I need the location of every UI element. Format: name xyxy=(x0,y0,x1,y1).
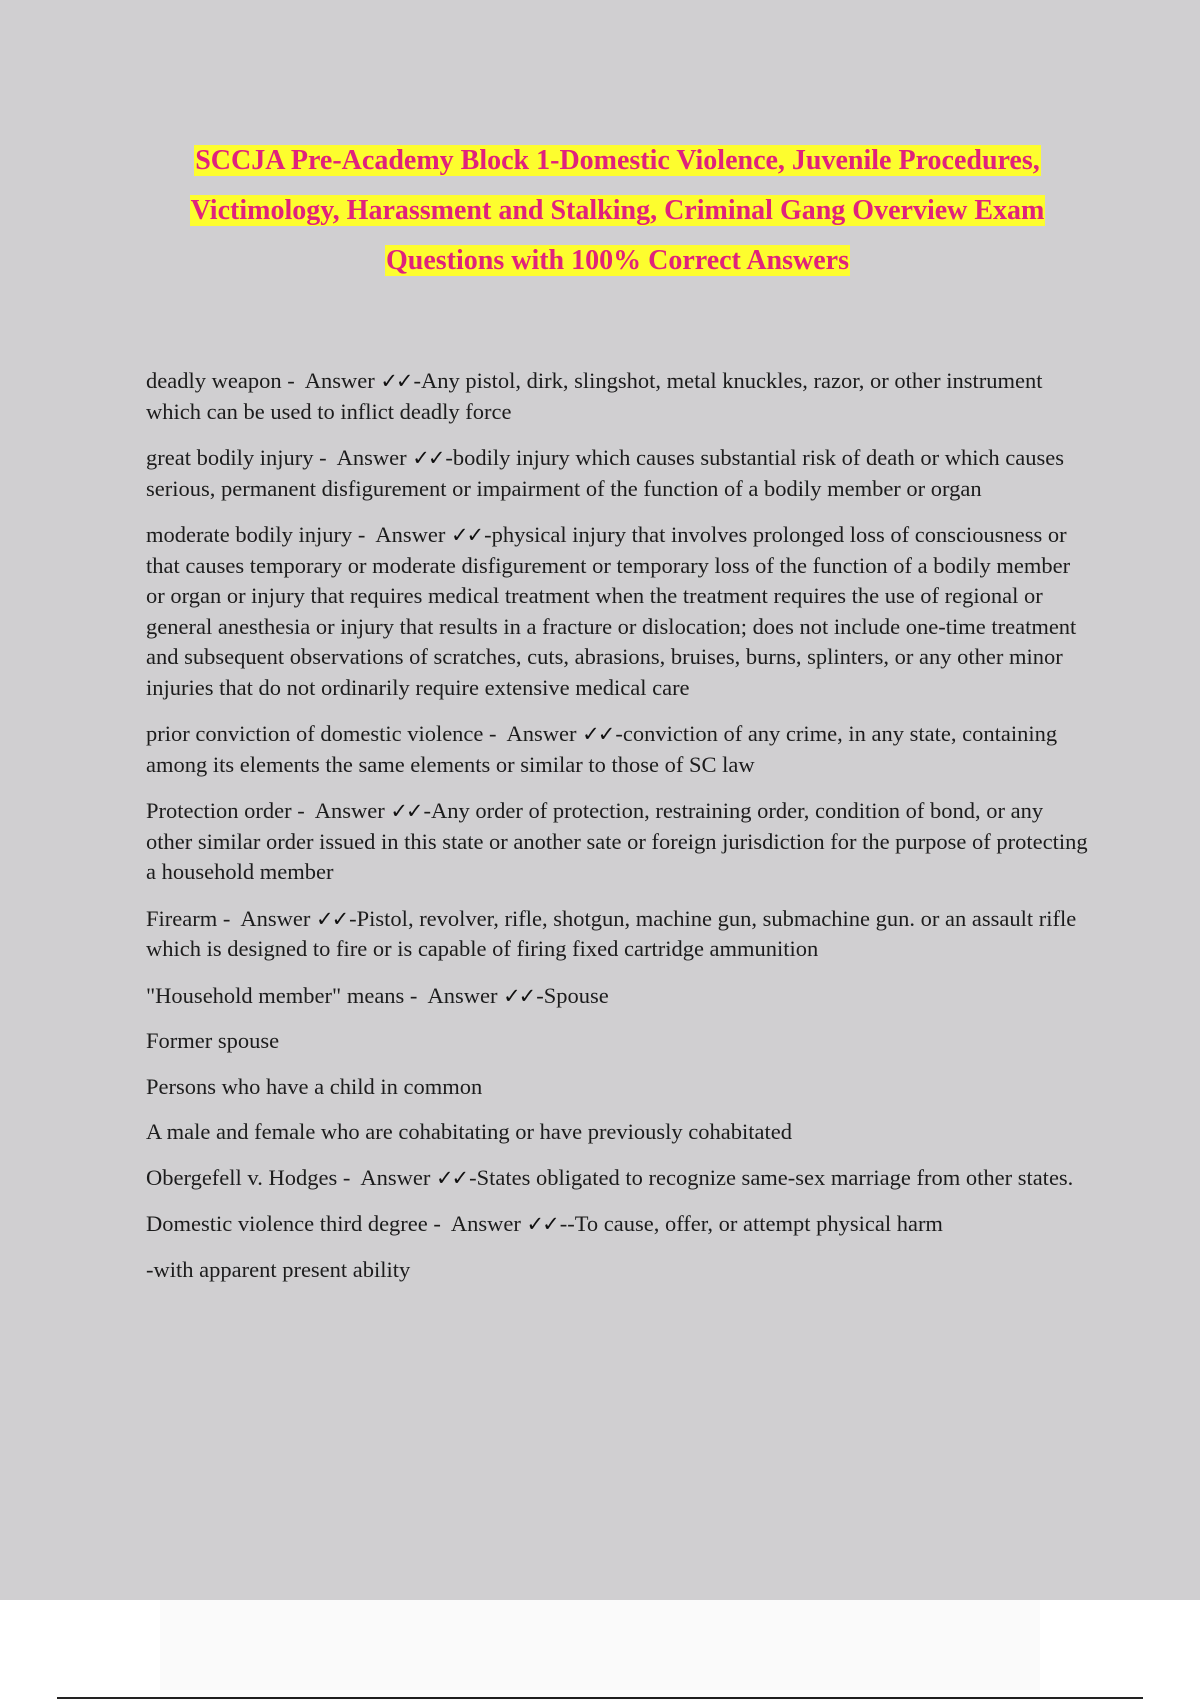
title-line: Questions with 100% Correct Answers xyxy=(385,245,849,276)
entry-term: Obergefell v. Hodges - xyxy=(146,1164,351,1190)
answer-label: Answer xyxy=(427,982,498,1008)
answer-label: Answer xyxy=(375,522,446,547)
answer-label: Answer xyxy=(240,905,311,931)
answer-continuation: A male and female who are cohabitating or have previously cohabitated xyxy=(146,1119,793,1144)
qa-entry xyxy=(146,796,1092,888)
answer-label: Answer xyxy=(336,445,407,470)
answer-label: Answer xyxy=(450,1211,521,1236)
entry-term: Domestic violence third degree - xyxy=(146,1211,441,1236)
double-check-icon: ✓✓ xyxy=(450,523,483,547)
double-check-icon: ✓✓ xyxy=(390,799,422,823)
qa-entry xyxy=(146,981,1092,1012)
entry-term: moderate bodily injury - xyxy=(146,522,366,547)
entry-answer: -conviction of any crime, in any state, containing among its elements the same elements or similar to those of SC law xyxy=(146,721,1058,777)
double-check-icon: ✓✓ xyxy=(526,1212,558,1236)
entry-term: prior conviction of domestic violence - xyxy=(146,721,497,746)
entry-answer: --To cause, offer, or attempt physical harm xyxy=(559,1211,943,1236)
qa-entry xyxy=(146,366,1092,427)
qa-entry xyxy=(146,904,1092,965)
answer-label: Answer xyxy=(506,721,577,746)
answer-continuation: Former spouse xyxy=(146,1028,280,1053)
qa-entry xyxy=(146,719,1092,780)
double-check-icon: ✓✓ xyxy=(412,446,444,470)
title-line: Victimology, Harassment and Stalking, Criminal Gang Overview Exam xyxy=(190,195,1045,226)
entry-answer: -Any order of protection, restraining order, condition of bond, or any other similar order issued in this state or another sate or foreign jurisdiction for the purpose of protecting a household member xyxy=(146,798,1088,884)
entry-answer: -bodily injury which causes substantial risk of death or which causes serious, permanent disfigurement or impairment of the function of a bodily member or organ xyxy=(146,445,1065,501)
double-check-icon: ✓✓ xyxy=(380,369,412,393)
entry-term: "Household member" means - xyxy=(146,982,418,1008)
answer-continuation: -with apparent present ability xyxy=(146,1256,411,1282)
document-title xyxy=(150,136,1085,286)
entry-term: Protection order - xyxy=(146,798,305,823)
footer-divider xyxy=(57,1697,1143,1699)
qa-entry xyxy=(146,520,1092,703)
double-check-icon: ✓✓ xyxy=(582,722,614,746)
double-check-icon: ✓✓ xyxy=(435,1165,468,1190)
qa-list xyxy=(146,366,1092,1300)
qa-entry xyxy=(146,1163,1092,1194)
answer-continuation: Persons who have a child in common xyxy=(146,1073,483,1099)
answer-label: Answer xyxy=(304,368,375,393)
answer-label: Answer xyxy=(360,1164,431,1190)
double-check-icon: ✓✓ xyxy=(315,906,348,931)
answer-label: Answer xyxy=(314,798,385,823)
entry-term: great bodily injury - xyxy=(146,445,327,470)
entry-answer: -Spouse xyxy=(536,982,609,1008)
entry-term: deadly weapon - xyxy=(146,368,295,393)
qa-entry xyxy=(146,1209,1092,1240)
entry-answer: -Any pistol, dirk, slingshot, metal knuckles, razor, or other instrument which can be used to inflict deadly force xyxy=(146,368,1043,424)
entry-answer: -physical injury that involves prolonged loss of consciousness or that causes temporary or moderate disfigurement or temporary loss of the function of a bodily member or organ or injury that requires medical treatment when the treatment requires the use of regional or general anesthesia or injury that results in a fracture or dislocation; does not include one-time treatment and subsequent observations of scratches, cuts, abrasions, bruises, burns, splinters, or any other minor injuries that do not ordinarily require extensive medical care xyxy=(146,522,1077,700)
footer-panel xyxy=(160,1600,1040,1690)
page-footer xyxy=(0,1600,1200,1700)
entry-answer: -Pistol, revolver, rifle, shotgun, machine gun, submachine gun. or an assault rifle which is designed to fire or is capable of firing fixed cartridge ammunition xyxy=(146,905,1077,961)
entry-term: Firearm - xyxy=(146,905,231,931)
entry-answer: -States obligated to recognize same-sex marriage from other states. xyxy=(469,1164,1074,1190)
title-line: SCCJA Pre-Academy Block 1-Domestic Violence, Juvenile Procedures, xyxy=(195,145,1040,176)
double-check-icon: ✓✓ xyxy=(503,983,535,1008)
qa-entry xyxy=(146,443,1092,504)
